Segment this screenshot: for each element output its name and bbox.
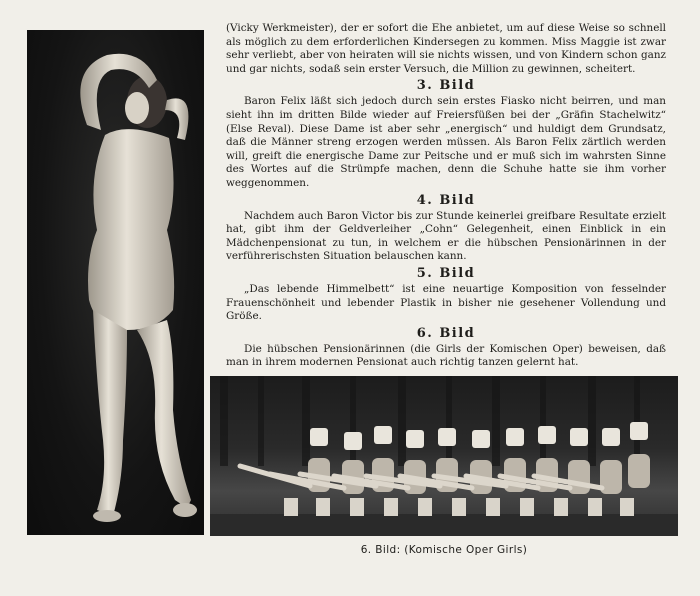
standing-figure-illustration bbox=[27, 30, 204, 535]
paragraph-scene-6: Die hübschen Pensionärinnen (die Girls der Komischen Oper) beweisen, daß man in ihrem modernen Pensionat auch richtig tanzen gelernt hat. bbox=[226, 342, 666, 369]
heading-scene-5: 5. Bild bbox=[416, 265, 476, 281]
dance-troupe-photo bbox=[210, 376, 678, 536]
standing-figure-photo bbox=[27, 30, 204, 535]
paragraph-scene-2-end: (Vicky Werkmeister), der er sofort die Ehe anbietet, um auf diese Weise so schnell als möglich zu dem erforderlichen Kindersegen zu kommen. Miss Maggie ist zwar sehr verliebt, aber von heiraten will sie nichts wissen, und von Kindern schon ganz und gar nichts, sodaß sein erster Versuch, die Million zu gewinnen, scheitert. bbox=[226, 22, 666, 75]
heading-scene-6: 6. Bild bbox=[416, 325, 476, 341]
paragraph-scene-5: „Das lebende Himmelbett“ ist eine neuartige Komposition von fesselnder Frauenschönheit und lebender Plastik in bisher nie gesehener Vollendung und Größe. bbox=[226, 282, 666, 323]
heading-scene-3: 3. Bild bbox=[416, 78, 476, 94]
heading-scene-4: 4. Bild bbox=[416, 192, 476, 208]
dance-troupe-illustration bbox=[210, 376, 678, 536]
synopsis-text bbox=[226, 22, 666, 370]
paragraph-scene-3: Baron Felix läßt sich jedoch durch sein erstes Fiasko nicht beirren, und man sieht ihn im dritten Bilde wieder auf Freiersfüßen bei der „Gräfin Stachelwitz“ (Else Reval). Diese Dame ist aber sehr „energisch“ und huldigt dem Grundsatz, daß die Männer streng erzogen werden müssen. Als Baron Felix zärtlich werden will, greift die energische Dame zur Peitsche und er muß sich im wahrsten Sinne des Wortes auf die Strümpfe machen, denn die Schuhe hatte sie ihm vorher weggenommen. bbox=[226, 95, 666, 189]
paragraph-scene-4: Nachdem auch Baron Victor bis zur Stunde keinerlei greifbare Resultate erzielt hat, gibt ihm der Geldverleiher „Cohn“ Gelegenheit, einen Einblick in ein Mädchenpensionat zu tun, in welchem er die hübschen Pensionärinnen in der verführerischsten Situation belauschen kann. bbox=[226, 209, 666, 263]
photo-caption: 6. Bild: (Komische Oper Girls) bbox=[360, 544, 528, 556]
